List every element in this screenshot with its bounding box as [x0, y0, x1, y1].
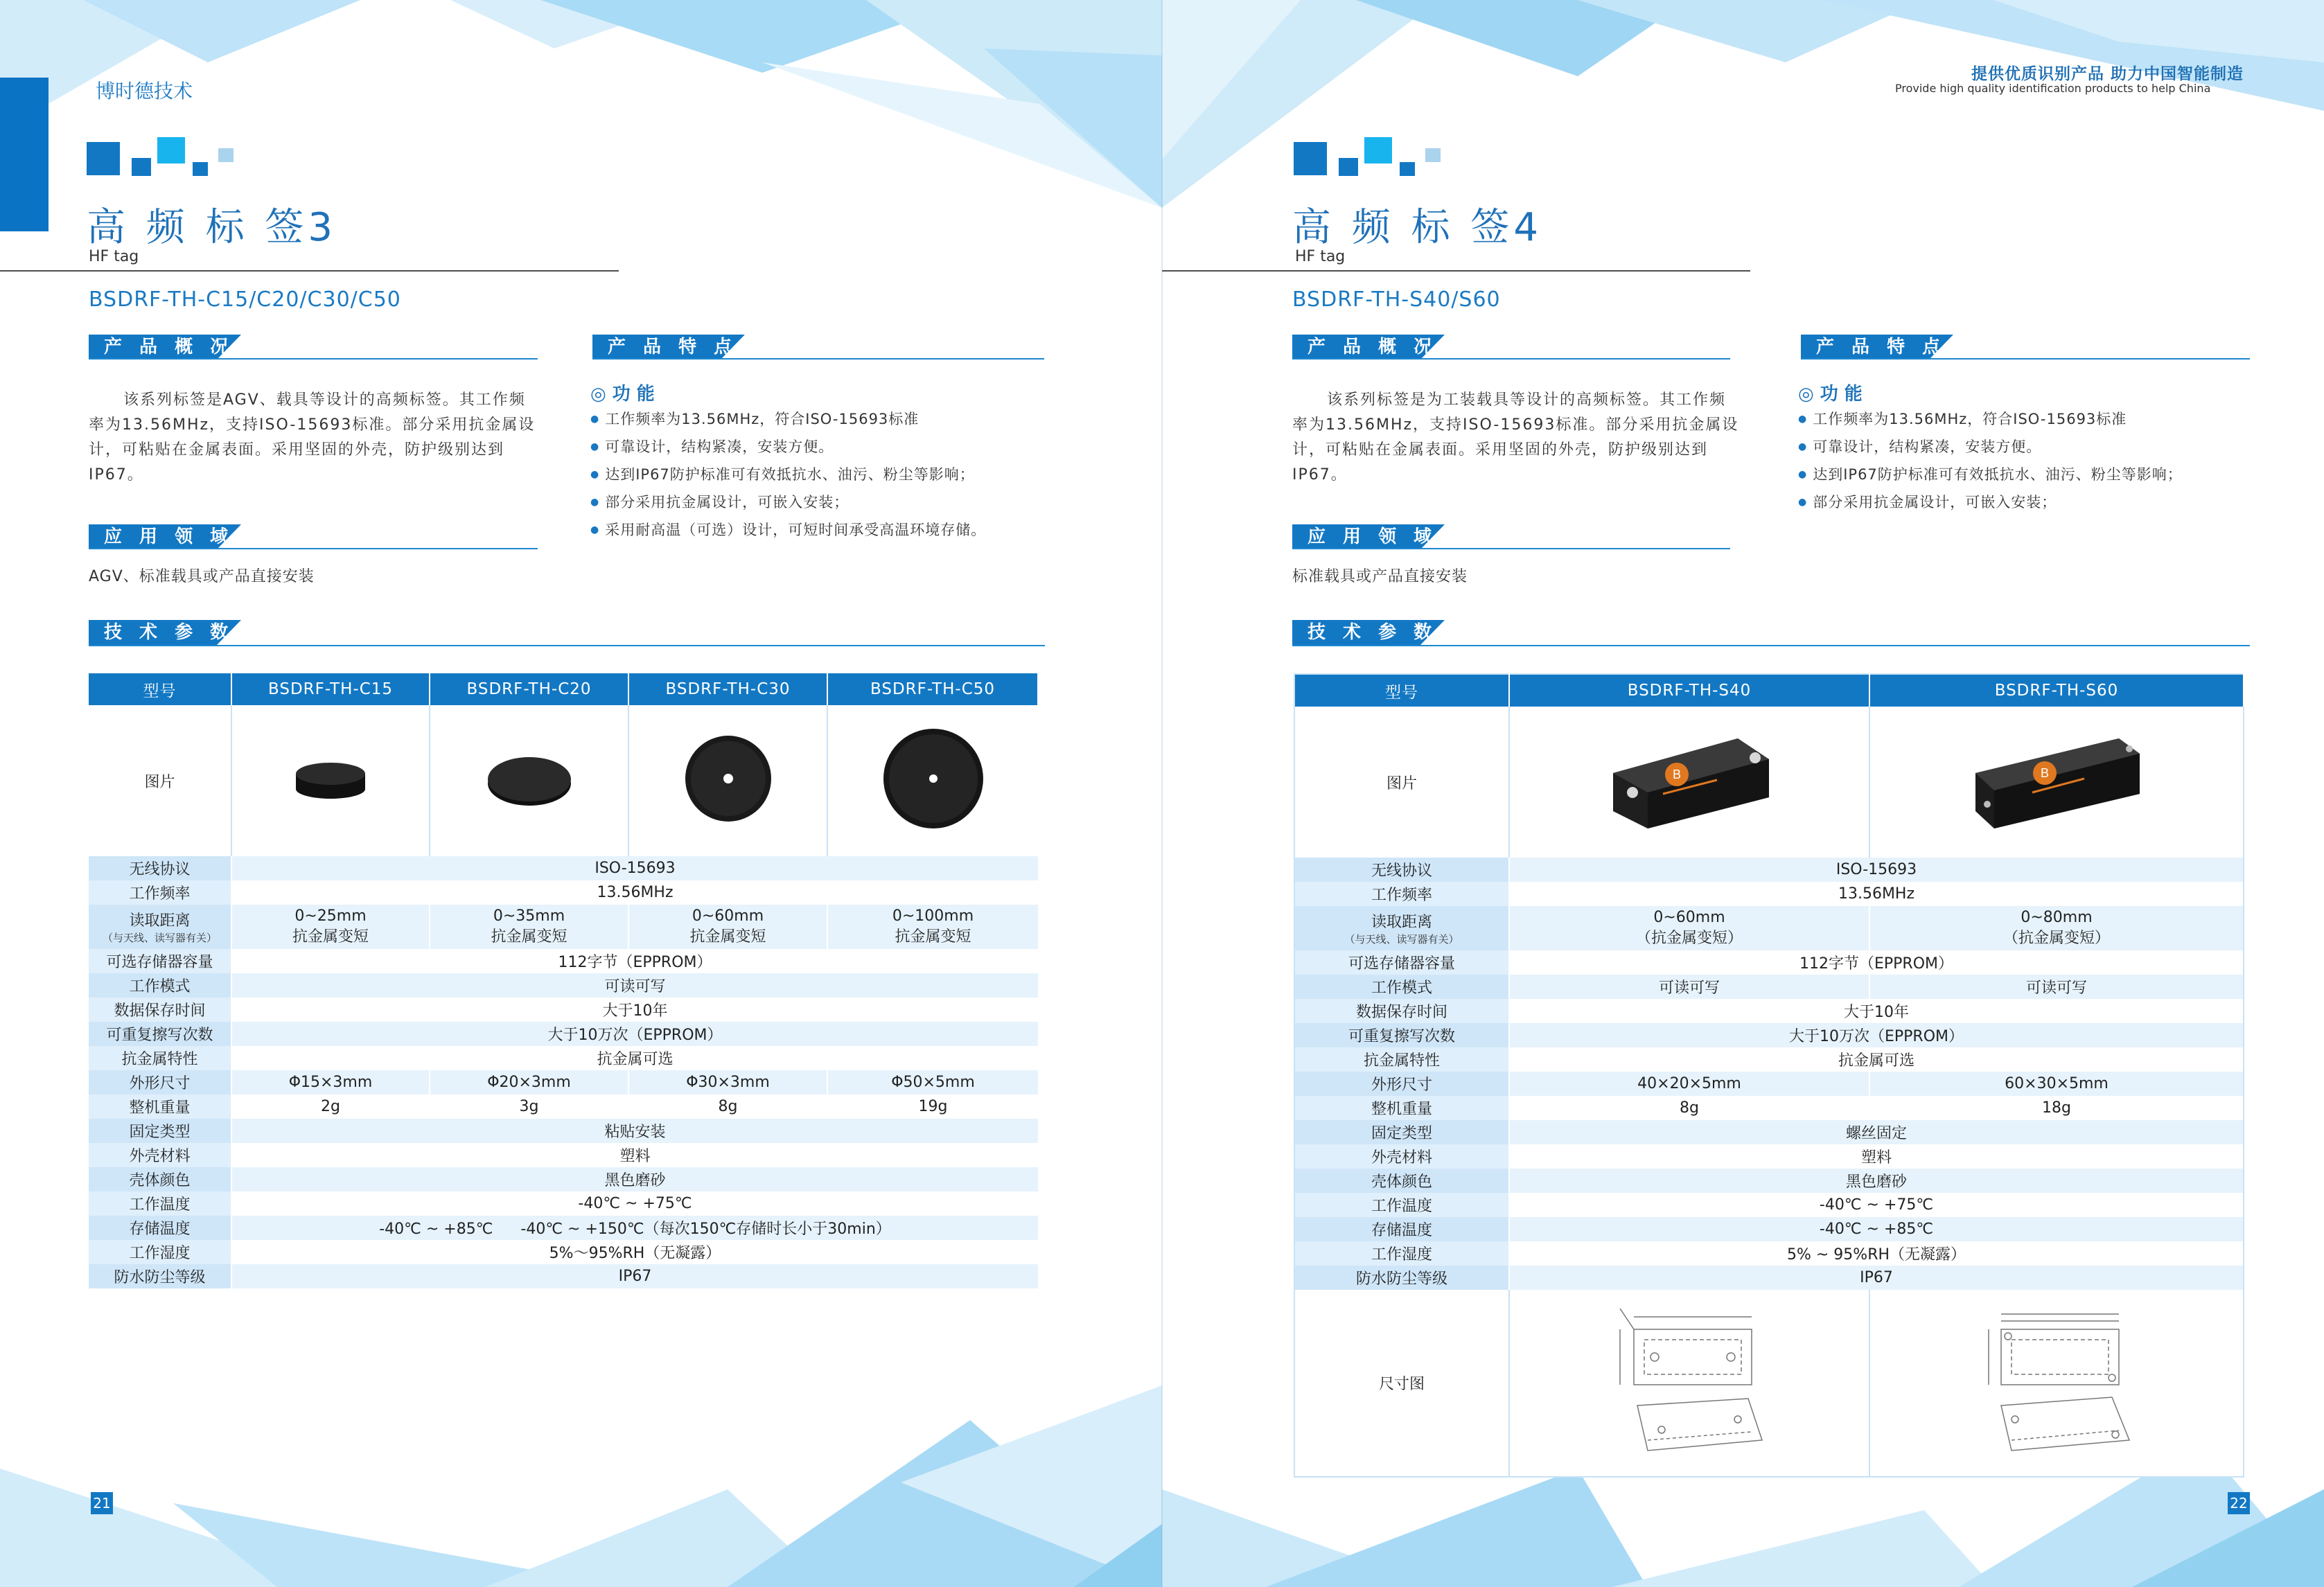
product-image [231, 705, 430, 856]
row-label: 图片 [89, 705, 231, 856]
table-row [89, 1167, 1038, 1191]
tag-block-icon [1599, 725, 1779, 835]
row-label: 可重复擦写次数 [89, 1022, 231, 1046]
page-subtitle: HF tag [89, 248, 139, 265]
list-item: ● 工作频率为13.56MHz，符合ISO-15693标准 [1798, 407, 2183, 434]
blue-square-icon [1364, 137, 1392, 163]
table-row [1294, 1096, 2244, 1120]
overview-line: 计，可粘贴在金属表面。采用坚固的外壳，防护级别达到 [1292, 441, 1709, 459]
spine-fold [1161, 0, 1163, 1587]
row-label: 固定类型 [89, 1119, 231, 1143]
distance-note: 抗金属变短 [895, 928, 971, 946]
table-row [1294, 882, 2244, 906]
table-row [1294, 1241, 2244, 1266]
table-cell: 5%～95%RH（无凝露） [231, 1240, 1038, 1264]
spec-table [89, 673, 1039, 1288]
overview-line: 率为13.56MHz，支持ISO-15693标准。部分采用抗金属设 [1292, 416, 1739, 434]
right-page [1162, 0, 2324, 1587]
overview-text [89, 388, 546, 488]
overview-line: 该系列标签是AGV、载具等设计的高频标签。其工作频 [123, 391, 526, 409]
product-image [827, 705, 1038, 856]
blue-square-icon [218, 148, 234, 162]
row-label: 尺寸图 [1294, 1290, 1509, 1477]
row-label: 可选存储器容量 [1294, 950, 1509, 975]
list-item: ● 采用耐高温（可选）设计，可短时间承受高温环境存储。 [590, 517, 986, 545]
table-cell: 黑色磨砂 [1509, 1169, 2244, 1193]
table-cell: 3g [430, 1094, 628, 1119]
table-row [1294, 1193, 2244, 1217]
application-text: AGV、标准载具或产品直接安装 [89, 568, 315, 585]
slogan-en: Provide high quality identification products to help China [1895, 82, 2211, 95]
table-row [89, 998, 1038, 1022]
distance-note: 抗金属变短 [491, 928, 567, 946]
table-row [1294, 1290, 2244, 1477]
blue-square-icon [87, 142, 120, 175]
table-cell: 18g [1869, 1096, 2244, 1120]
section-underline [592, 358, 1044, 360]
table-row [89, 1022, 1038, 1046]
table-cell: 大于10万次（EPPROM） [1509, 1023, 2244, 1047]
row-label: 工作湿度 [1294, 1241, 1509, 1266]
distance-value: 0~100mm [892, 907, 974, 925]
table-row [1294, 1144, 2244, 1169]
table-row [1294, 1266, 2244, 1290]
distance-value: 0~25mm [294, 907, 367, 925]
row-label: 可重复擦写次数 [1294, 1023, 1509, 1047]
row-label: 工作频率 [1294, 882, 1509, 906]
table-cell: 13.56MHz [231, 880, 1038, 905]
overview-line: 率为13.56MHz，支持ISO-15693标准。部分采用抗金属设 [89, 416, 536, 434]
row-label: 整机重量 [89, 1094, 231, 1119]
row-label: 图片 [1294, 707, 1509, 858]
section-underline [1292, 358, 1730, 360]
overview-heading: 产 品 概 况 [104, 337, 234, 357]
section-underline [1292, 548, 1730, 549]
row-label: 工作频率 [89, 880, 231, 905]
table-header-cell: BSDRF-TH-S40 [1509, 674, 1869, 707]
row-label: 外壳材料 [89, 1143, 231, 1167]
table-row [89, 1119, 1038, 1143]
table-row [89, 949, 1038, 973]
table-cell [1869, 906, 2244, 950]
table-row [89, 1046, 1038, 1070]
table-row [1294, 1072, 2244, 1096]
table-cell [1509, 906, 1869, 950]
table-cell: 8g [628, 1094, 827, 1119]
blue-square-icon [193, 162, 208, 176]
table-row [89, 973, 1038, 998]
table-cell: Φ50×5mm [827, 1070, 1038, 1094]
table-header-cell: 型号 [89, 673, 231, 705]
table-cell: 60×30×5mm [1869, 1072, 2244, 1096]
side-accent-bar [0, 78, 49, 231]
row-label: 壳体颜色 [89, 1167, 231, 1191]
table-header-cell: BSDRF-TH-C30 [628, 673, 827, 705]
distance-value: 0~80mm [2021, 909, 2093, 926]
row-label: 工作温度 [1294, 1193, 1509, 1217]
application-text: 标准载具或产品直接安装 [1292, 568, 1468, 585]
table-cell: 大于10年 [1509, 999, 2244, 1023]
svg-text:B: B [2040, 766, 2050, 780]
table-row [89, 1216, 1038, 1240]
row-label: 存储温度 [1294, 1217, 1509, 1241]
table-cell: 8g [1509, 1096, 1869, 1120]
table-cell: -40℃ ~ +75℃ [1509, 1193, 2244, 1217]
function-heading: ◎ 功 能 [590, 384, 655, 405]
list-item: ● 达到IP67防护标准可有效抵抗水、油污、粉尘等影响； [590, 462, 986, 490]
features-heading: 产 品 特 点 [608, 337, 738, 357]
row-label: 无线协议 [89, 856, 231, 880]
dimension-drawing [1869, 1290, 2244, 1477]
row-label: 外形尺寸 [1294, 1072, 1509, 1096]
table-row [1294, 1217, 2244, 1241]
blue-square-icon [1339, 158, 1358, 176]
table-cell: 可读可写 [231, 973, 1038, 998]
overview-line: IP67。 [89, 466, 144, 484]
table-row [1294, 975, 2244, 999]
table-row [89, 1264, 1038, 1288]
table-cell: Φ20×3mm [430, 1070, 628, 1094]
table-row [89, 1070, 1038, 1094]
list-item: ● 部分采用抗金属设计，可嵌入安装； [590, 490, 986, 517]
table-cell: 螺丝固定 [1509, 1120, 2244, 1144]
page-number: 21 [91, 1492, 113, 1514]
dimension-drawing-icon [1606, 1302, 1772, 1461]
table-cell: 塑料 [231, 1143, 1038, 1167]
row-label: 工作模式 [89, 973, 231, 998]
overview-line: 计，可粘贴在金属表面。采用坚固的外壳，防护级别达到 [89, 441, 505, 459]
table-cell: 粘贴安装 [231, 1119, 1038, 1143]
model-line: BSDRF-TH-C15/C20/C30/C50 [89, 287, 401, 312]
row-label: 工作模式 [1294, 975, 1509, 999]
dimension-drawing [1509, 1290, 1869, 1477]
spec-heading: 技 术 参 数 [104, 622, 234, 643]
tag-block-icon [1963, 725, 2150, 835]
table-row [1294, 950, 2244, 975]
table-row [1294, 1047, 2244, 1072]
distance-note: 抗金属变短 [292, 928, 369, 946]
section-underline [89, 548, 538, 549]
table-cell: 2g [231, 1094, 430, 1119]
table-row [89, 880, 1038, 905]
table-row [1294, 1169, 2244, 1193]
table-cell: ISO-15693 [1509, 858, 2244, 882]
overview-line: 该系列标签是为工装载具等设计的高频标签。其工作频 [1327, 391, 1727, 409]
function-heading: ◎ 功 能 [1798, 384, 1863, 405]
table-header-cell: BSDRF-TH-C50 [827, 673, 1038, 705]
table-cell [628, 905, 827, 949]
table-row [1294, 1023, 2244, 1047]
overview-line: IP67。 [1292, 466, 1348, 484]
features-heading: 产 品 特 点 [1816, 337, 1946, 357]
table-cell: 塑料 [1509, 1144, 2244, 1169]
feature-list [1798, 407, 2183, 517]
model-line: BSDRF-TH-S40/S60 [1292, 287, 1501, 312]
row-label: 整机重量 [1294, 1096, 1509, 1120]
table-cell: Φ15×3mm [231, 1070, 430, 1094]
table-row [89, 1191, 1038, 1216]
tag-disc-icon [680, 730, 777, 827]
table-cell: 13.56MHz [1509, 882, 2244, 906]
row-label: 防水防尘等级 [1294, 1266, 1509, 1290]
row-label: 壳体颜色 [1294, 1169, 1509, 1193]
list-item: ● 可靠设计，结构紧凑，安装方便。 [1798, 434, 2183, 462]
row-label: 存储温度 [89, 1216, 231, 1240]
row-label: 固定类型 [1294, 1120, 1509, 1144]
spec-heading: 技 术 参 数 [1308, 622, 1438, 643]
blue-square-icon [157, 137, 185, 163]
row-label: 防水防尘等级 [89, 1264, 231, 1288]
table-row [1294, 707, 2244, 858]
table-cell: IP67 [231, 1264, 1038, 1288]
table-cell: 112字节（EPPROM） [1509, 950, 2244, 975]
table-cell: 40×20×5mm [1509, 1072, 1869, 1096]
distance-value: 0~35mm [493, 907, 565, 925]
table-cell: 大于10万次（EPPROM） [231, 1022, 1038, 1046]
table-cell: 黑色磨砂 [231, 1167, 1038, 1191]
product-image [628, 705, 827, 856]
row-label: 工作温度 [89, 1191, 231, 1216]
table-cell: 19g [827, 1094, 1038, 1119]
table-cell: 抗金属可选 [231, 1046, 1038, 1070]
storage-temp-a: -40℃ ~ +85℃ [379, 1221, 493, 1238]
section-underline [89, 358, 538, 360]
application-heading: 应 用 领 域 [1308, 526, 1438, 547]
tag-disc-icon [484, 747, 574, 810]
table-row [1294, 999, 2244, 1023]
overview-heading: 产 品 概 况 [1308, 337, 1438, 357]
table-row [1294, 1120, 2244, 1144]
list-item: ● 部分采用抗金属设计，可嵌入安装； [1798, 490, 2183, 517]
row-label: 抗金属特性 [1294, 1047, 1509, 1072]
table-cell: 5% ~ 95%RH（无凝露） [1509, 1241, 2244, 1266]
row-label: 外壳材料 [1294, 1144, 1509, 1169]
table-cell: 112字节（EPPROM） [231, 949, 1038, 973]
table-cell: -40℃ ~ +75℃ [231, 1191, 1038, 1216]
table-row [1294, 906, 2244, 950]
distance-note: （抗金属变短） [1635, 930, 1743, 947]
product-image [1509, 707, 1869, 858]
distance-note: 抗金属变短 [689, 928, 766, 946]
row-label-note: （与天线、读写器有关） [1344, 933, 1459, 946]
slogan-cn: 提供优质识别产品 助力中国智能制造 [1971, 65, 2244, 83]
tag-disc-icon [292, 754, 369, 803]
table-row [89, 705, 1038, 856]
table-row [89, 1094, 1038, 1119]
blue-square-icon [1294, 142, 1327, 175]
table-header-cell: BSDRF-TH-C15 [231, 673, 430, 705]
page-subtitle: HF tag [1295, 248, 1346, 265]
svg-text:B: B [1672, 768, 1682, 781]
page-title: 高 频 标 签4 [1292, 205, 1543, 250]
table-cell [231, 1216, 1038, 1240]
feature-list [590, 407, 986, 545]
table-cell: -40℃ ~ +85℃ [1509, 1217, 2244, 1241]
dimension-drawing-icon [1973, 1302, 2140, 1461]
list-item: ● 工作频率为13.56MHz，符合ISO-15693标准 [590, 407, 986, 434]
table-cell: 可读可写 [1509, 975, 1869, 999]
table-row [89, 856, 1038, 880]
table-cell: ISO-15693 [231, 856, 1038, 880]
table-cell: Φ30×3mm [628, 1070, 827, 1094]
table-header-cell: BSDRF-TH-C20 [430, 673, 628, 705]
table-cell: 大于10年 [231, 998, 1038, 1022]
table-cell [231, 905, 430, 949]
spec-table [1294, 673, 2244, 1478]
row-label: 外形尺寸 [89, 1070, 231, 1094]
table-cell [827, 905, 1038, 949]
storage-temp-b: -40℃ ~ +150℃（每次150℃存储时长小于30min） [520, 1221, 891, 1238]
title-divider [0, 270, 619, 272]
row-label: 工作湿度 [89, 1240, 231, 1264]
table-cell: 可读可写 [1869, 975, 2244, 999]
row-label [89, 905, 231, 949]
list-item: ● 达到IP67防护标准可有效抵抗水、油污、粉尘等影响； [1798, 462, 2183, 490]
list-item: ● 可靠设计，结构紧凑，安装方便。 [590, 434, 986, 462]
section-underline [1801, 358, 2250, 360]
row-label-text: 读取距离 [1371, 914, 1432, 931]
application-heading: 应 用 领 域 [104, 526, 234, 547]
product-image [430, 705, 628, 856]
section-underline [1292, 645, 2250, 646]
product-image [1869, 707, 2244, 858]
section-underline [89, 645, 1045, 646]
blue-square-icon [1400, 162, 1415, 176]
table-row [89, 1240, 1038, 1264]
page-title: 高 频 标 签3 [87, 205, 337, 250]
table-row [89, 905, 1038, 949]
distance-value: 0~60mm [692, 907, 764, 925]
row-label-text: 读取距离 [129, 912, 191, 930]
table-cell [430, 905, 628, 949]
table-header-cell: 型号 [1294, 674, 1509, 707]
table-row [1294, 858, 2244, 882]
page-number: 22 [2228, 1492, 2250, 1514]
table-row [89, 1143, 1038, 1167]
blue-square-icon [132, 158, 151, 176]
row-label: 数据保存时间 [1294, 999, 1509, 1023]
overview-text [1292, 388, 1743, 488]
distance-note: （抗金属变短） [2002, 930, 2110, 947]
row-label: 抗金属特性 [89, 1046, 231, 1070]
row-label: 无线协议 [1294, 858, 1509, 882]
tag-disc-icon [878, 723, 989, 834]
table-cell: 抗金属可选 [1509, 1047, 2244, 1072]
row-label [1294, 906, 1509, 950]
row-label: 可选存储器容量 [89, 949, 231, 973]
title-divider [1162, 270, 1750, 272]
row-label-note: （与天线、读写器有关） [102, 932, 217, 944]
table-header-cell: BSDRF-TH-S60 [1869, 674, 2244, 707]
row-label: 数据保存时间 [89, 998, 231, 1022]
brand-name: 博时德技术 [96, 80, 193, 103]
distance-value: 0~60mm [1653, 909, 1725, 926]
table-cell: IP67 [1509, 1266, 2244, 1290]
blue-square-icon [1425, 148, 1441, 162]
